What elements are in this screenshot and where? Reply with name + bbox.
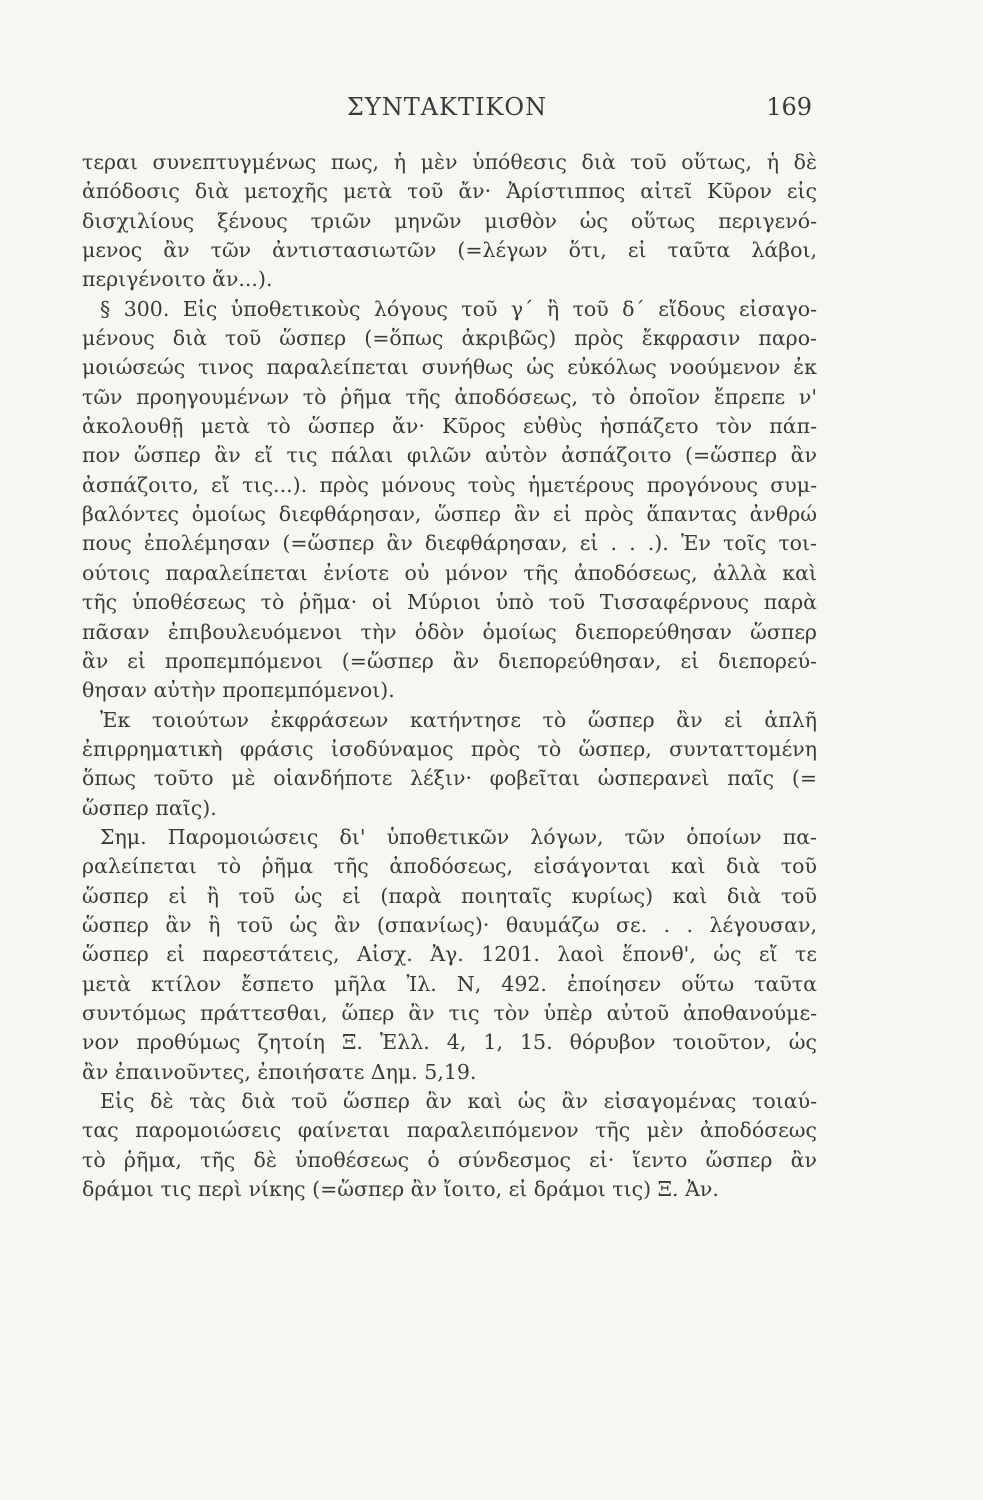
text-line: ἂν εἰ προπεμπόμενοι (=ὥσπερ ἂν διεπορεύθησαν, εἰ διεπορεύ-: [82, 648, 817, 673]
text-line: συντόμως πράττεσθαι, ὥπερ ἂν τις τὸν ὑπὲρ αὐτοῦ ἀποθανούμε-: [82, 1000, 817, 1025]
page-number: 169: [766, 93, 812, 121]
text-line: τὸ ῥῆμα, τῆς δὲ ὑποθέσεως ὁ σύνδεσμος εἰ· ἵεντο ὥσπερ ἂν: [82, 1147, 817, 1172]
text-line: ὥσπερ παῖς).: [82, 795, 217, 820]
text-line: βαλόντες ὁμοίως διεφθάρησαν, ὥσπερ ἂν εἰ πρὸς ἅπαντας ἀνθρώ: [82, 502, 817, 527]
text-line: πον ὥσπερ ἂν εἴ τις πάλαι φιλῶν αὐτὸν ἀσπάζοιτο (=ὥσπερ ἂν: [82, 443, 817, 468]
text-line: μενος ἂν τῶν ἀντιστασιωτῶν (=λέγων ὅτι, εἰ ταῦτα λάβοι,: [82, 238, 817, 263]
text-line: περιγένοιτο ἄν...).: [82, 267, 273, 292]
text-line: μοιώσεώς τινος παραλείπεται συνήθως ὡς εὐκόλως νοούμενον ἐκ: [82, 355, 817, 380]
body-text: [82, 148, 817, 1204]
running-title: ΣΥΝΤΑΚΤΙΚΟΝ: [346, 93, 548, 121]
text-line: ραλείπεται τὸ ῥῆμα τῆς ἀποδόσεως, εἰσάγονται καὶ διὰ τοῦ: [82, 854, 817, 879]
text-line: πᾶσαν ἐπιβουλευόμενοι τὴν ὁδὸν ὁμοίως διεπορεύθησαν ὥσπερ: [82, 619, 817, 644]
text-line: Εἰς δὲ τὰς διὰ τοῦ ὥσπερ ἂν καὶ ὡς ἂν εἰσαγομένας τοιαύ-: [100, 1089, 817, 1113]
text-line: ἐπιρρηματικὴ φράσις ἰσοδύναμος πρὸς τὸ ὥσπερ, συνταττομένη: [82, 736, 817, 761]
text-line: ἀκολουθῇ μετὰ τὸ ὥσπερ ἄν· Κῦρος εὐθὺς ἠσπάζετο τὸν πάπ-: [82, 414, 817, 439]
text-line: ἀσπάζοιτο, εἴ τις...). πρὸς μόνους τοὺς ἡμετέρους προγόνους συμ-: [82, 472, 817, 497]
text-line: ὥσπερ ἂν ἢ τοῦ ὡς ἂν (σπανίως)· θαυμάζω σε. . . λέγουσαν,: [82, 912, 817, 937]
text-line: ἀπόδοσις διὰ μετοχῆς μετὰ τοῦ ἄν· Ἀρίστιππος αἰτεῖ Κῦρον εἰς: [82, 179, 817, 204]
text-line: δράμοι τις περὶ νίκης (=ὥσπερ ἂν ἴοιτο, εἰ δράμοι τις) Ξ. Ἀν.: [82, 1177, 719, 1202]
text-line: πους ἐπολέμησαν (=ὥσπερ ἂν διεφθάρησαν, εἰ . . .). Ἐν τοῖς τοι-: [82, 531, 817, 556]
page-header: [82, 93, 812, 129]
text-line: § 300. Εἰς ὑποθετικοὺς λόγους τοῦ γ΄ ἢ τοῦ δ΄ εἴδους εἰσαγο-: [100, 296, 817, 321]
text-line: μετὰ κτίλον ἔσπετο μῆλα Ἰλ. Ν, 492. ἐποίησεν οὕτω ταῦτα: [82, 971, 817, 996]
text-line: ὥσπερ εἰ παρεστάτεις, Αἰσχ. Ἀγ. 1201. λαοὶ ἕπονθ', ὡς εἴ τε: [82, 942, 817, 967]
text-line: τῶν προηγουμένων τὸ ῥῆμα τῆς ἀποδόσεως, τὸ ὁποῖον ἔπρεπε ν': [82, 384, 817, 409]
text-line: θησαν αὐτὴν προπεμπόμενοι).: [82, 678, 395, 703]
text-line: Ἐκ τοιούτων ἐκφράσεων κατήντησε τὸ ὥσπερ ἂν εἰ ἁπλῆ: [100, 707, 817, 732]
text-line: μένους διὰ τοῦ ὥσπερ (=ὅπως ἀκριβῶς) πρὸς ἔκφρασιν παρο-: [82, 326, 817, 351]
text-line: Σημ. Παρομοιώσεις δι' ὑποθετικῶν λόγων, τῶν ὁποίων πα-: [100, 824, 817, 849]
text-line: ὥσπερ εἰ ἢ τοῦ ὡς εἰ (παρὰ ποιηταῖς κυρίως) καὶ διὰ τοῦ: [82, 883, 817, 908]
text-line: ἂν ἐπαινοῦντες, ἐποιήσατε Δημ. 5,19.: [82, 1059, 477, 1084]
text-line: τεραι συνεπτυγμένως πως, ἡ μὲν ὑπόθεσις διὰ τοῦ οὕτως, ἡ δὲ: [82, 150, 817, 174]
text-line: ούτοις παραλείπεται ἐνίοτε οὐ μόνον τῆς ἀποδόσεως, ἀλλὰ καὶ: [82, 560, 817, 585]
text-line: νον προθύμως ζητοίη Ξ. Ἑλλ. 4, 1, 15. θόρυβον τοιοῦτον, ὡς: [82, 1030, 817, 1055]
text-line: τῆς ὑποθέσεως τὸ ῥῆμα· οἱ Μύριοι ὑπὸ τοῦ Τισσαφέρνους παρὰ: [82, 590, 817, 615]
text-line: δισχιλίους ξένους τριῶν μηνῶν μισθὸν ὡς οὕτως περιγενό-: [82, 208, 817, 233]
text-line: ὅπως τοῦτο μὲ οἱανδήποτε λέξιν· φοβεῖται ὡσπερανεὶ παῖς (=: [82, 766, 817, 791]
text-line: τας παρομοιώσεις φαίνεται παραλειπόμενον τῆς μὲν ἀποδόσεως: [82, 1118, 817, 1143]
